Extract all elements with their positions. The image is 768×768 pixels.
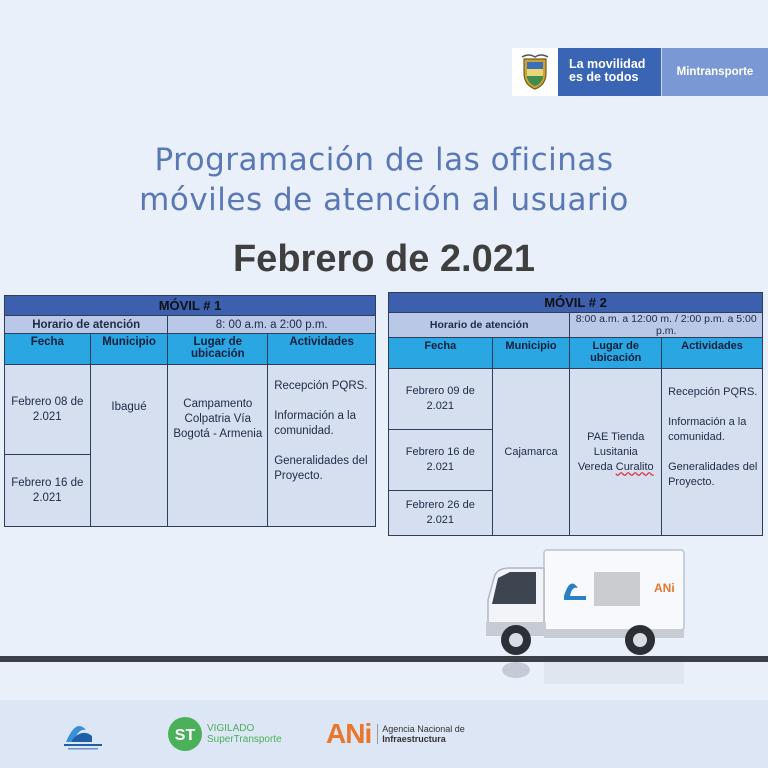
actividad-item: Recepción PQRS.: [274, 380, 368, 392]
truck-illustration: [480, 548, 690, 660]
page-title: [0, 140, 768, 220]
mintransporte-banner: [512, 48, 768, 96]
supertransporte-logo: [167, 716, 282, 752]
horario-value: 8: 00 a.m. a 2:00 p.m.: [168, 316, 376, 334]
actividad-item: Recepción PQRS.: [668, 386, 758, 398]
municipio-cell: Ibagué: [90, 365, 168, 527]
supertransporte-icon: [167, 716, 203, 752]
app-footer-logo-icon: [62, 716, 104, 752]
fecha-cell: Febrero 09 de 2.021: [389, 369, 493, 430]
lugar-line2: Vereda: [577, 460, 616, 473]
svg-text:ST: ST: [174, 727, 196, 744]
slogan: [558, 48, 661, 96]
st-line2: SuperTransporte: [207, 734, 282, 745]
column-header-lugar: Lugar de ubicación: [570, 338, 662, 369]
schedule-table-movil-1: [4, 295, 376, 527]
title-line2: móviles de atención al usuario: [139, 182, 629, 218]
fecha-cell: Febrero 16 de 2.021: [5, 455, 91, 527]
column-header-municipio: Municipio: [492, 338, 570, 369]
column-header-actividades: Actividades: [662, 338, 763, 369]
footer-logos: [0, 700, 768, 768]
fecha-cell: Febrero 08 de 2.021: [5, 365, 91, 455]
schedule-table-movil-2: [388, 292, 763, 536]
actividad-item: Información a la comunidad.: [274, 410, 357, 437]
slogan-line2: es de todos: [569, 70, 639, 84]
st-line1: VIGILADO: [207, 723, 255, 734]
column-header-fecha: Fecha: [5, 334, 91, 365]
truck-reflection: [488, 662, 688, 690]
horario-label: Horario de atención: [389, 313, 570, 338]
lugar-cell: Campamento Colpatria Vía Bogotá - Armenia: [168, 365, 268, 527]
actividad-item: Información a la comunidad.: [668, 416, 747, 443]
table-header: MÓVIL # 1: [5, 296, 376, 316]
table-header: MÓVIL # 2: [389, 293, 763, 313]
actividad-item: Generalidades del Proyecto.: [274, 455, 368, 482]
actividades-cell: [268, 365, 376, 527]
column-header-fecha: Fecha: [389, 338, 493, 369]
municipio-cell: Cajamarca: [492, 369, 570, 536]
horario-value: 8:00 a.m. a 12:00 m. / 2:00 p.m. a 5:00 p.m.: [570, 313, 763, 338]
slogan-line1: La movilidad: [569, 57, 646, 71]
truck-ani-logo: ANi: [654, 581, 675, 595]
fecha-cell: Febrero 26 de 2.021: [389, 491, 493, 536]
actividades-cell: [662, 369, 763, 536]
column-header-actividades: Actividades: [268, 334, 376, 365]
column-header-lugar: Lugar de ubicación: [168, 334, 268, 365]
horario-label: Horario de atención: [5, 316, 168, 334]
column-header-municipio: Municipio: [90, 334, 168, 365]
lugar-line1: PAE Tienda Lusitania: [587, 430, 645, 458]
title-line1: Programación de las oficinas: [154, 142, 614, 178]
lugar-line3: Curalito: [615, 460, 654, 473]
actividad-item: Generalidades del Proyecto.: [668, 461, 758, 488]
colombia-shield-icon: [512, 48, 558, 96]
ministry-name: Mintransporte: [661, 48, 768, 96]
ani-line2: Infraestructura: [382, 734, 446, 744]
ani-footer-logo: [326, 718, 465, 750]
ani-line1: Agencia Nacional de: [382, 724, 465, 734]
ani-logo-icon: ANi: [326, 718, 372, 749]
month-heading: Febrero de 2.021: [232, 238, 536, 280]
fecha-cell: Febrero 16 de 2.021: [389, 430, 493, 491]
lugar-cell: [570, 369, 662, 536]
